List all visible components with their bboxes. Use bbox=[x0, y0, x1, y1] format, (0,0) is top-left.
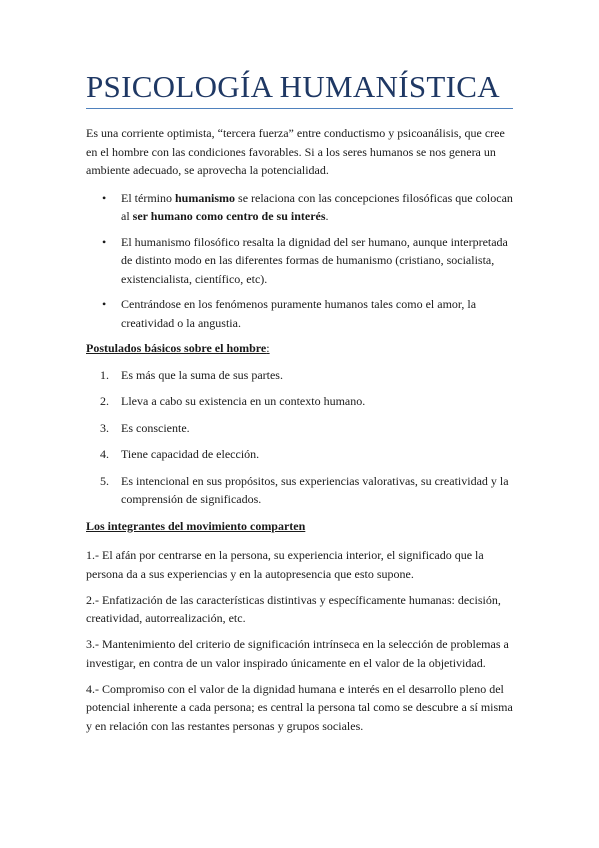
list-item-number: 5. bbox=[100, 473, 109, 488]
postulados-heading-line bbox=[86, 339, 513, 358]
list-item-text: Tiene capacidad de elección. bbox=[121, 447, 260, 461]
bullet-bold-term: humanismo bbox=[175, 190, 236, 205]
bullet-item bbox=[86, 233, 513, 289]
integrantes-heading-line bbox=[86, 517, 513, 536]
intro-paragraph: Es una corriente optimista, “tercera fuerza” entre conductismo y psicoanálisis, que cree en el hombre con las condiciones favorables. Si a los seres humanos se nos genera un ambiente adecuado, se aprovecha la potencialidad. bbox=[86, 126, 505, 177]
integrantes-heading: Los integrantes del movimiento comparten bbox=[86, 518, 306, 533]
bullet-item bbox=[86, 189, 513, 226]
list-item-text: Es intencional en sus propósitos, sus experiencias valorativas, su creatividad y la comprensión de significados. bbox=[121, 473, 509, 506]
bullet-icon: • bbox=[102, 234, 107, 249]
integrantes-paragraph: 4.- Compromiso con el valor de la dignidad humana e interés en el desarrollo pleno del potencial inherente a cada persona; es central la persona tal como se descubre a sí misma y en relación con las restantes personas y grupos sociales. bbox=[86, 681, 513, 733]
page-title: PSICOLOGÍA HUMANÍSTICA bbox=[86, 69, 500, 104]
list-item bbox=[86, 366, 513, 385]
list-item bbox=[86, 392, 513, 411]
list-item-text: Es consciente. bbox=[121, 420, 190, 435]
bullet-text-part: Centrándose en los fenómenos puramente humanos tales como el amor, la creatividad o la angustia. bbox=[121, 297, 477, 330]
list-item-number: 3. bbox=[100, 420, 109, 435]
list-item-text: Es más que la suma de sus partes. bbox=[121, 367, 283, 382]
bullet-text-part: El término bbox=[121, 190, 175, 205]
list-item-text: Lleva a cabo su existencia en un contexto humano. bbox=[121, 394, 366, 408]
list-item bbox=[86, 419, 513, 438]
bullet-bold-term: ser humano como centro de su interés bbox=[132, 209, 326, 223]
bullet-icon: • bbox=[102, 297, 107, 311]
integrantes-section bbox=[86, 546, 513, 735]
integrantes-paragraph: 2.- Enfatización de las características distintivas y específicamente humanas: decisión, creatividad, autorrealización, etc. bbox=[86, 592, 501, 625]
postulados-heading: Postulados básicos sobre el hombre bbox=[86, 341, 267, 355]
bullet-text-part: El humanismo filosófico resalta la dignidad del ser humano, aunque interpretada de distinto modo en las diferentes formas de humanismo (cristiano, socialista, existencialista, científico, etc). bbox=[121, 234, 508, 286]
bullet-item bbox=[86, 295, 513, 332]
bullet-icon: • bbox=[102, 190, 107, 205]
list-item-number: 2. bbox=[100, 394, 109, 408]
postulados-list bbox=[86, 366, 513, 509]
integrantes-paragraph: 1.- El afán por centrarse en la persona, su experiencia interior, el significado que la persona da a sus experiencias y en la autopresencia que esto supone. bbox=[86, 548, 484, 581]
postulados-heading-colon: : bbox=[266, 341, 270, 355]
list-item bbox=[86, 472, 513, 509]
list-item-number: 4. bbox=[100, 447, 109, 461]
bullet-text-part: . bbox=[325, 209, 329, 223]
list-item bbox=[86, 445, 513, 464]
title-underline-divider bbox=[86, 108, 513, 109]
concept-bullet-list bbox=[86, 189, 513, 333]
bullet-text-part: se relaciona con las concepciones filosóficas que colocan al bbox=[121, 190, 513, 223]
list-item-number: 1. bbox=[100, 367, 109, 382]
integrantes-paragraph: 3.- Mantenimiento del criterio de significación intrínseca en la selección de problemas a investigar, en contra de un valor inspirado únicamente en el valor de la objetividad. bbox=[86, 637, 509, 670]
